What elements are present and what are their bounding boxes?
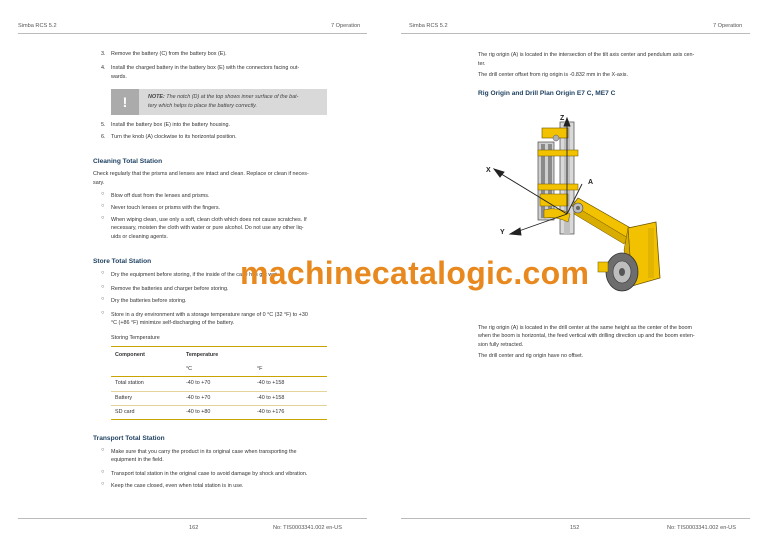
axis-label-z: Z <box>560 115 565 122</box>
bullet-icon: ○ <box>101 191 105 197</box>
table-cell: -40 to +80 <box>186 409 211 415</box>
table-caption: Storing Temperature <box>111 335 160 341</box>
transport-bullet-1-l1: Make sure that you carry the product in its original case when transporting the <box>111 448 297 455</box>
table-cell: -40 to +158 <box>257 380 285 386</box>
step-text: Turn the knob (A) clockwise to its horizontal position. <box>111 134 237 140</box>
unit-c: °C <box>186 366 193 372</box>
rig-origin-p4: The drill center and rig origin have no offset. <box>478 353 584 359</box>
rig-origin-heading: Rig Origin and Drill Plan Origin E7 C, ME7 C <box>478 90 616 97</box>
step-6 <box>101 133 237 142</box>
note-line-2: tery which helps to place the battery correctly. <box>148 102 257 109</box>
right-header-section: 7 Operation <box>713 23 743 29</box>
step-3 <box>101 50 227 59</box>
cleaning-bullet-1: Blow off dust from the lenses and prisms. <box>111 192 210 199</box>
cleaning-bullet-3-l2: necessary, moisten the cloth with water or pure alcohol. Do not use any other liq- <box>111 225 304 231</box>
step-text-cont: wards. <box>111 73 127 80</box>
bullet-icon: ○ <box>101 469 105 475</box>
transport-bullet-1-l2: equipment in the field. <box>111 457 164 463</box>
left-page-number: 162 <box>189 525 199 531</box>
table-header-rule <box>111 376 327 377</box>
left-footer-rule <box>18 518 367 519</box>
cleaning-bullet-3-l1: When wiping clean, use only a soft, clean cloth which does not cause scratches. If <box>111 216 307 223</box>
table-cell: Battery <box>115 395 133 401</box>
left-header-title: Simba RCS 5.2 <box>18 23 57 29</box>
note-line-1: The notch (D) at the top shows inner surface of the bat- <box>164 94 299 100</box>
table-cell: -40 to +70 <box>186 380 211 386</box>
bullet-icon: ○ <box>101 447 105 453</box>
axis-label-x: X <box>486 167 491 174</box>
transport-heading: Transport Total Station <box>93 435 165 442</box>
table-cell: Total station <box>115 380 144 386</box>
cleaning-heading: Cleaning Total Station <box>93 158 163 165</box>
step-text: Remove the battery (C) from the battery box (E). <box>111 51 227 57</box>
bullet-icon: ○ <box>101 310 105 316</box>
left-header-section: 7 Operation <box>331 23 361 29</box>
axis-label-y: Y <box>500 229 505 236</box>
store-heading: Store Total Station <box>93 258 152 265</box>
step-number: 3. <box>101 51 106 57</box>
bullet-icon: ○ <box>101 296 105 302</box>
col-component: Component <box>115 352 145 358</box>
table-cell: -40 to +158 <box>257 395 285 401</box>
rig-origin-p3-l2: when the boom is horizontal, the feed vertical with drilling direction up and the boom exten- <box>478 333 695 339</box>
transport-bullet-2: Transport total station in the original case to avoid damage by shock and vibration. <box>111 470 308 477</box>
right-header-rule <box>401 33 750 34</box>
rig-origin-p3-l1: The rig origin (A) is located in the drill center at the same height as the center of the boom <box>478 324 692 331</box>
step-number: 6. <box>101 134 106 140</box>
unit-f: °F <box>257 366 263 372</box>
table-cell: SD card <box>115 409 135 415</box>
col-temperature: Temperature <box>186 352 219 358</box>
step-text: Install the battery box (E) into the battery housing. <box>111 122 230 128</box>
table-cell: -40 to +70 <box>186 395 211 401</box>
step-text: Install the charged battery in the battery box (E) with the connectors facing out- <box>111 65 300 71</box>
right-page-number: 152 <box>570 525 580 531</box>
table-row-rule <box>111 391 327 392</box>
cleaning-intro-1: Check regularly that the prisms and lenses are intact and clean. Replace or clean if neces- <box>93 171 309 177</box>
store-bullet-2: Remove the batteries and charger before storing. <box>111 285 229 292</box>
bullet-icon: ○ <box>101 270 105 276</box>
rig-origin-p2: The drill center offset from rig origin is -0.832 mm in the X-axis. <box>478 71 628 78</box>
origin-label-a: A <box>588 179 594 186</box>
transport-bullet-3: Keep the case closed, even when total station is in use. <box>111 482 244 489</box>
rig-origin-p1-l2: ter. <box>478 60 486 67</box>
note-label: NOTE: <box>148 94 165 100</box>
cleaning-intro-2: sary. <box>93 179 105 186</box>
store-bullet-3: Dry the batteries before storing. <box>111 297 187 304</box>
table-bottom-rule <box>111 419 327 420</box>
boom <box>572 198 634 244</box>
bullet-icon: ○ <box>101 481 105 487</box>
right-doc-number: No: TIS0003341.002 en-US <box>667 525 736 531</box>
store-bullet-1: Dry the equipment before storing, if the inside of the case has got wet. <box>111 271 279 278</box>
cleaning-bullet-2: Never touch lenses or prisms with the fingers. <box>111 204 221 211</box>
store-bullet-4-l2: °C (+86 °F) minimize self-discharging of the battery. <box>111 320 235 326</box>
left-header-rule <box>18 33 367 34</box>
warning-icon: ! <box>111 89 139 115</box>
watermark: machinecatalogic.com <box>240 255 590 291</box>
bullet-icon: ○ <box>101 203 105 209</box>
table-cell: -40 to +176 <box>257 409 285 415</box>
table-top-rule <box>111 346 327 347</box>
left-doc-number: No: TIS0003341.002 en-US <box>273 525 342 531</box>
step-4 <box>101 64 106 73</box>
step-number: 5. <box>101 122 106 128</box>
bullet-icon: ○ <box>101 215 105 221</box>
right-footer-rule <box>401 518 750 519</box>
step-5 <box>101 121 230 130</box>
bullet-icon: ○ <box>101 284 105 290</box>
rig-origin-p1-l1: The rig origin (A) is located in the intersection of the tilt axis center and pendulum axis cen- <box>478 52 695 58</box>
rig-origin-p3-l3: sion fully retracted. <box>478 341 524 348</box>
step-number: 4. <box>101 65 106 71</box>
table-row-rule <box>111 405 327 406</box>
cleaning-bullet-3-l3: uids or cleaning agents. <box>111 233 168 240</box>
right-header-title: Simba RCS 5.2 <box>409 23 448 29</box>
store-bullet-4-l1: Store in a dry environment with a storage temperature range of 0 °C (32 °F) to +30 <box>111 311 308 318</box>
note-text <box>148 93 298 102</box>
